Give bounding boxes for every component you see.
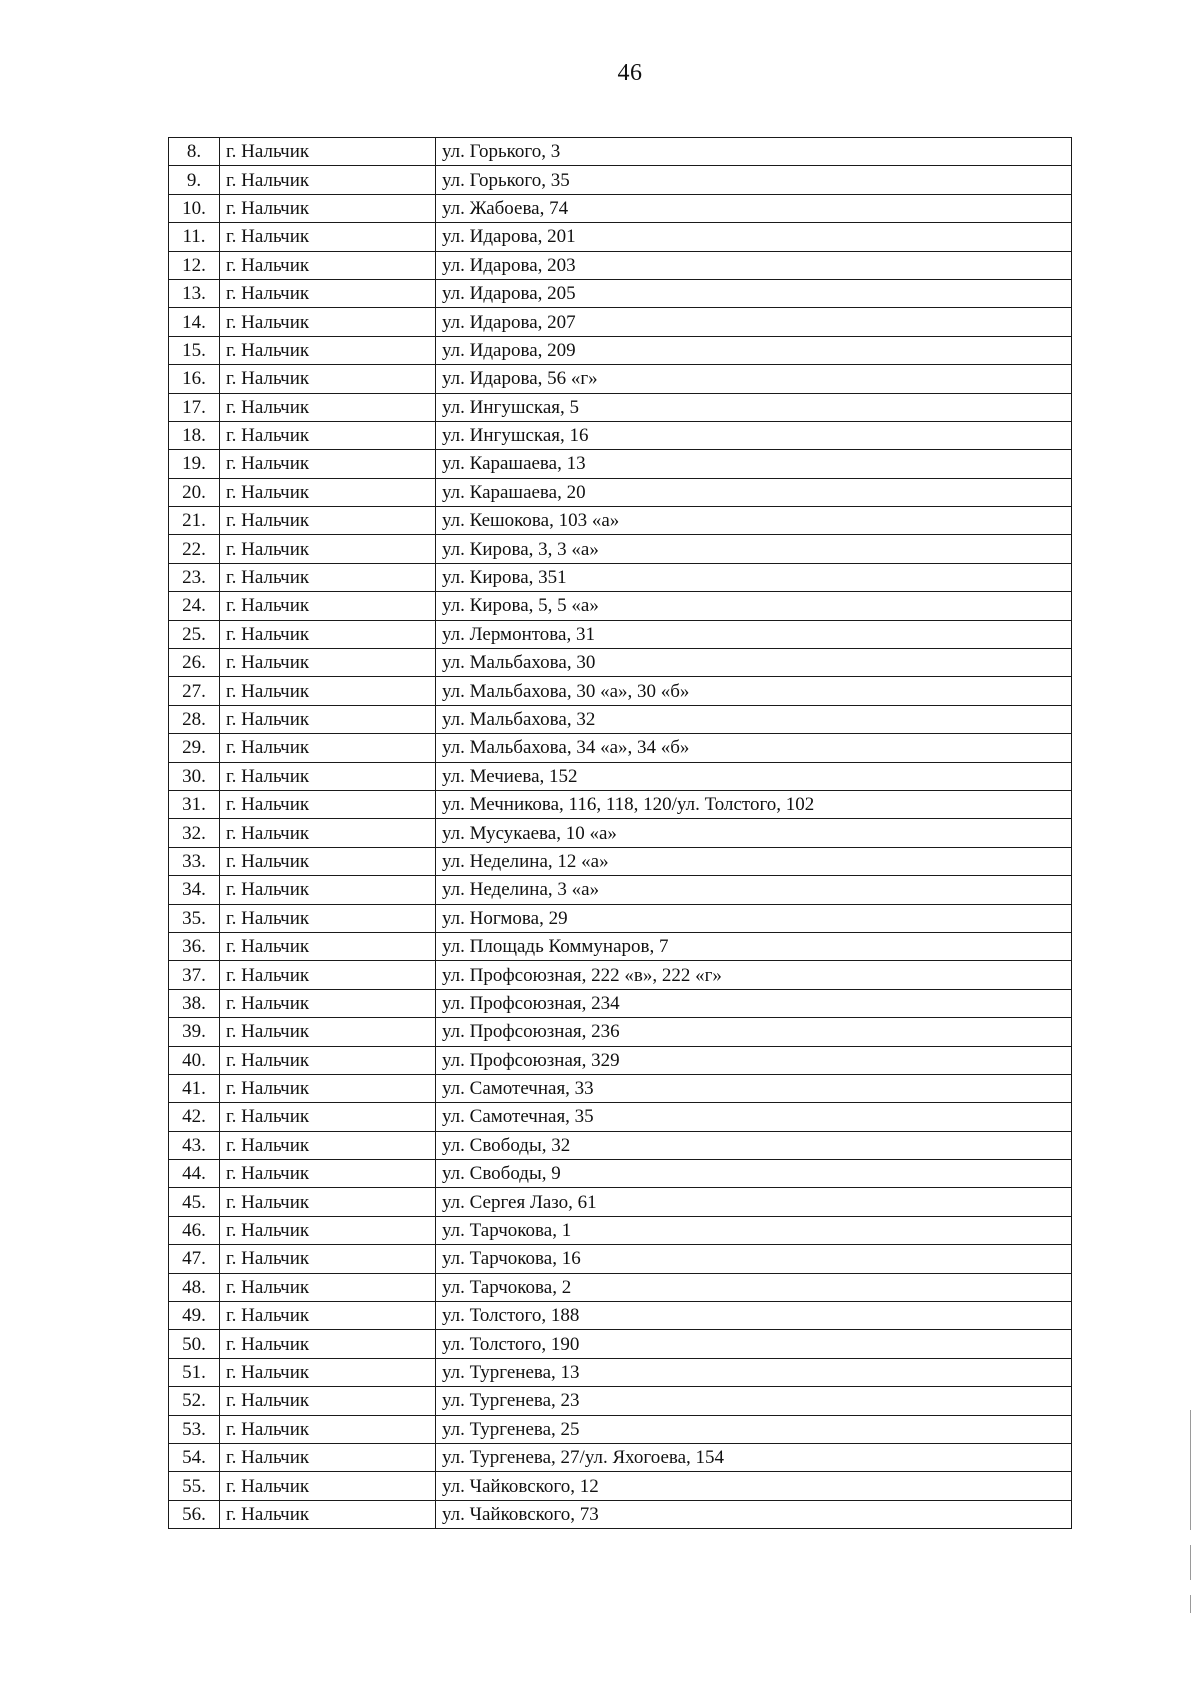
address-cell: ул. Лермонтова, 31 [436, 620, 1072, 648]
address-cell: ул. Кирова, 5, 5 «а» [436, 592, 1072, 620]
address-cell: ул. Толстого, 190 [436, 1330, 1072, 1358]
city-cell: г. Нальчик [220, 138, 436, 166]
city-cell: г. Нальчик [220, 166, 436, 194]
city-cell: г. Нальчик [220, 961, 436, 989]
row-number-cell: 29. [169, 734, 220, 762]
table-row [169, 166, 1072, 194]
table-row [169, 308, 1072, 336]
city-cell: г. Нальчик [220, 393, 436, 421]
address-cell: ул. Неделина, 3 «а» [436, 876, 1072, 904]
row-number-cell: 52. [169, 1387, 220, 1415]
table-row [169, 961, 1072, 989]
city-cell: г. Нальчик [220, 677, 436, 705]
city-cell: г. Нальчик [220, 1018, 436, 1046]
address-cell: ул. Профсоюзная, 329 [436, 1046, 1072, 1074]
table-row [169, 1103, 1072, 1131]
city-cell: г. Нальчик [220, 904, 436, 932]
city-cell: г. Нальчик [220, 1387, 436, 1415]
table-row [169, 847, 1072, 875]
city-cell: г. Нальчик [220, 1245, 436, 1273]
address-cell: ул. Свободы, 32 [436, 1131, 1072, 1159]
row-number-cell: 8. [169, 138, 220, 166]
row-number-cell: 46. [169, 1216, 220, 1244]
city-cell: г. Нальчик [220, 1302, 436, 1330]
row-number-cell: 12. [169, 251, 220, 279]
city-cell: г. Нальчик [220, 734, 436, 762]
address-cell: ул. Свободы, 9 [436, 1160, 1072, 1188]
table-row [169, 393, 1072, 421]
address-cell: ул. Идарова, 56 «г» [436, 365, 1072, 393]
table-row [169, 677, 1072, 705]
table-row [169, 535, 1072, 563]
row-number-cell: 31. [169, 790, 220, 818]
address-cell: ул. Ногмова, 29 [436, 904, 1072, 932]
row-number-cell: 40. [169, 1046, 220, 1074]
city-cell: г. Нальчик [220, 762, 436, 790]
table-row [169, 365, 1072, 393]
city-cell: г. Нальчик [220, 1443, 436, 1471]
table-row [169, 279, 1072, 307]
row-number-cell: 16. [169, 365, 220, 393]
address-cell: ул. Кирова, 351 [436, 563, 1072, 591]
row-number-cell: 44. [169, 1160, 220, 1188]
address-cell: ул. Сергея Лазо, 61 [436, 1188, 1072, 1216]
row-number-cell: 20. [169, 478, 220, 506]
table-row [169, 1188, 1072, 1216]
city-cell: г. Нальчик [220, 1131, 436, 1159]
table-row [169, 336, 1072, 364]
city-cell: г. Нальчик [220, 563, 436, 591]
row-number-cell: 9. [169, 166, 220, 194]
city-cell: г. Нальчик [220, 1046, 436, 1074]
row-number-cell: 15. [169, 336, 220, 364]
city-cell: г. Нальчик [220, 847, 436, 875]
address-cell: ул. Кешокова, 103 «а» [436, 507, 1072, 535]
address-table [168, 137, 1072, 1529]
address-cell: ул. Жабоева, 74 [436, 194, 1072, 222]
address-cell: ул. Толстого, 188 [436, 1302, 1072, 1330]
city-cell: г. Нальчик [220, 1472, 436, 1500]
table-row [169, 1216, 1072, 1244]
address-cell: ул. Профсоюзная, 222 «в», 222 «г» [436, 961, 1072, 989]
address-cell: ул. Тарчокова, 16 [436, 1245, 1072, 1273]
table-row [169, 904, 1072, 932]
table-row [169, 989, 1072, 1017]
row-number-cell: 53. [169, 1415, 220, 1443]
address-cell: ул. Карашаева, 13 [436, 450, 1072, 478]
city-cell: г. Нальчик [220, 1103, 436, 1131]
table-row [169, 194, 1072, 222]
address-cell: ул. Ингушская, 5 [436, 393, 1072, 421]
address-cell: ул. Идарова, 203 [436, 251, 1072, 279]
address-cell: ул. Идарова, 209 [436, 336, 1072, 364]
address-table-body [169, 138, 1072, 1529]
table-row [169, 1018, 1072, 1046]
table-row [169, 819, 1072, 847]
address-cell: ул. Мальбахова, 32 [436, 705, 1072, 733]
table-row [169, 138, 1072, 166]
row-number-cell: 51. [169, 1358, 220, 1386]
row-number-cell: 13. [169, 279, 220, 307]
table-row [169, 1302, 1072, 1330]
table-row [169, 450, 1072, 478]
row-number-cell: 48. [169, 1273, 220, 1301]
row-number-cell: 36. [169, 932, 220, 960]
table-row [169, 421, 1072, 449]
row-number-cell: 25. [169, 620, 220, 648]
city-cell: г. Нальчик [220, 649, 436, 677]
city-cell: г. Нальчик [220, 507, 436, 535]
row-number-cell: 22. [169, 535, 220, 563]
row-number-cell: 19. [169, 450, 220, 478]
row-number-cell: 37. [169, 961, 220, 989]
city-cell: г. Нальчик [220, 1074, 436, 1102]
table-row [169, 1160, 1072, 1188]
city-cell: г. Нальчик [220, 478, 436, 506]
row-number-cell: 55. [169, 1472, 220, 1500]
address-cell: ул. Мусукаева, 10 «а» [436, 819, 1072, 847]
row-number-cell: 14. [169, 308, 220, 336]
row-number-cell: 28. [169, 705, 220, 733]
city-cell: г. Нальчик [220, 450, 436, 478]
address-cell: ул. Тарчокова, 1 [436, 1216, 1072, 1244]
table-row [169, 734, 1072, 762]
address-cell: ул. Площадь Коммунаров, 7 [436, 932, 1072, 960]
scan-artifact-line [1190, 1410, 1191, 1530]
address-cell: ул. Профсоюзная, 234 [436, 989, 1072, 1017]
table-row [169, 790, 1072, 818]
row-number-cell: 41. [169, 1074, 220, 1102]
city-cell: г. Нальчик [220, 308, 436, 336]
table-row [169, 762, 1072, 790]
address-cell: ул. Ингушская, 16 [436, 421, 1072, 449]
city-cell: г. Нальчик [220, 1415, 436, 1443]
city-cell: г. Нальчик [220, 620, 436, 648]
city-cell: г. Нальчик [220, 336, 436, 364]
row-number-cell: 42. [169, 1103, 220, 1131]
row-number-cell: 35. [169, 904, 220, 932]
city-cell: г. Нальчик [220, 790, 436, 818]
row-number-cell: 23. [169, 563, 220, 591]
address-cell: ул. Самотечная, 33 [436, 1074, 1072, 1102]
address-cell: ул. Неделина, 12 «а» [436, 847, 1072, 875]
table-row [169, 563, 1072, 591]
city-cell: г. Нальчик [220, 365, 436, 393]
table-row [169, 1472, 1072, 1500]
row-number-cell: 18. [169, 421, 220, 449]
table-row [169, 1046, 1072, 1074]
address-cell: ул. Идарова, 207 [436, 308, 1072, 336]
city-cell: г. Нальчик [220, 705, 436, 733]
scan-artifact-line [1190, 1545, 1191, 1580]
address-cell: ул. Тургенева, 23 [436, 1387, 1072, 1415]
address-cell: ул. Тарчокова, 2 [436, 1273, 1072, 1301]
address-cell: ул. Идарова, 205 [436, 279, 1072, 307]
table-row [169, 1415, 1072, 1443]
city-cell: г. Нальчик [220, 1216, 436, 1244]
city-cell: г. Нальчик [220, 876, 436, 904]
table-row [169, 649, 1072, 677]
city-cell: г. Нальчик [220, 1330, 436, 1358]
row-number-cell: 21. [169, 507, 220, 535]
address-table-container [168, 137, 1072, 1529]
city-cell: г. Нальчик [220, 932, 436, 960]
row-number-cell: 50. [169, 1330, 220, 1358]
table-row [169, 705, 1072, 733]
city-cell: г. Нальчик [220, 819, 436, 847]
table-row [169, 1330, 1072, 1358]
table-row [169, 1131, 1072, 1159]
row-number-cell: 17. [169, 393, 220, 421]
address-cell: ул. Горького, 35 [436, 166, 1072, 194]
row-number-cell: 43. [169, 1131, 220, 1159]
address-cell: ул. Чайковского, 12 [436, 1472, 1072, 1500]
row-number-cell: 38. [169, 989, 220, 1017]
address-cell: ул. Тургенева, 27/ул. Яхогоева, 154 [436, 1443, 1072, 1471]
address-cell: ул. Мечникова, 116, 118, 120/ул. Толстого, 102 [436, 790, 1072, 818]
table-row [169, 1074, 1072, 1102]
row-number-cell: 54. [169, 1443, 220, 1471]
city-cell: г. Нальчик [220, 1358, 436, 1386]
table-row [169, 620, 1072, 648]
address-cell: ул. Кирова, 3, 3 «а» [436, 535, 1072, 563]
row-number-cell: 10. [169, 194, 220, 222]
row-number-cell: 45. [169, 1188, 220, 1216]
table-row [169, 1387, 1072, 1415]
table-row [169, 507, 1072, 535]
row-number-cell: 24. [169, 592, 220, 620]
scan-artifact-line [1190, 1595, 1191, 1613]
table-row [169, 1358, 1072, 1386]
address-cell: ул. Мечиева, 152 [436, 762, 1072, 790]
page-number: 46 [617, 60, 643, 86]
address-cell: ул. Мальбахова, 34 «а», 34 «б» [436, 734, 1072, 762]
address-cell: ул. Карашаева, 20 [436, 478, 1072, 506]
row-number-cell: 32. [169, 819, 220, 847]
address-cell: ул. Мальбахова, 30 [436, 649, 1072, 677]
city-cell: г. Нальчик [220, 251, 436, 279]
table-row [169, 932, 1072, 960]
address-cell: ул. Профсоюзная, 236 [436, 1018, 1072, 1046]
row-number-cell: 34. [169, 876, 220, 904]
table-row [169, 478, 1072, 506]
city-cell: г. Нальчик [220, 223, 436, 251]
row-number-cell: 30. [169, 762, 220, 790]
city-cell: г. Нальчик [220, 535, 436, 563]
table-row [169, 223, 1072, 251]
address-cell: ул. Мальбахова, 30 «а», 30 «б» [436, 677, 1072, 705]
address-cell: ул. Тургенева, 13 [436, 1358, 1072, 1386]
address-cell: ул. Чайковского, 73 [436, 1500, 1072, 1528]
address-cell: ул. Тургенева, 25 [436, 1415, 1072, 1443]
city-cell: г. Нальчик [220, 989, 436, 1017]
address-cell: ул. Самотечная, 35 [436, 1103, 1072, 1131]
city-cell: г. Нальчик [220, 1160, 436, 1188]
table-row [169, 1443, 1072, 1471]
city-cell: г. Нальчик [220, 194, 436, 222]
table-row [169, 251, 1072, 279]
row-number-cell: 56. [169, 1500, 220, 1528]
city-cell: г. Нальчик [220, 592, 436, 620]
city-cell: г. Нальчик [220, 279, 436, 307]
row-number-cell: 49. [169, 1302, 220, 1330]
address-cell: ул. Идарова, 201 [436, 223, 1072, 251]
row-number-cell: 47. [169, 1245, 220, 1273]
row-number-cell: 27. [169, 677, 220, 705]
row-number-cell: 39. [169, 1018, 220, 1046]
city-cell: г. Нальчик [220, 1188, 436, 1216]
city-cell: г. Нальчик [220, 1273, 436, 1301]
table-row [169, 1500, 1072, 1528]
table-row [169, 1273, 1072, 1301]
row-number-cell: 11. [169, 223, 220, 251]
table-row [169, 592, 1072, 620]
address-cell: ул. Горького, 3 [436, 138, 1072, 166]
city-cell: г. Нальчик [220, 421, 436, 449]
row-number-cell: 26. [169, 649, 220, 677]
table-row [169, 876, 1072, 904]
table-row [169, 1245, 1072, 1273]
city-cell: г. Нальчик [220, 1500, 436, 1528]
row-number-cell: 33. [169, 847, 220, 875]
